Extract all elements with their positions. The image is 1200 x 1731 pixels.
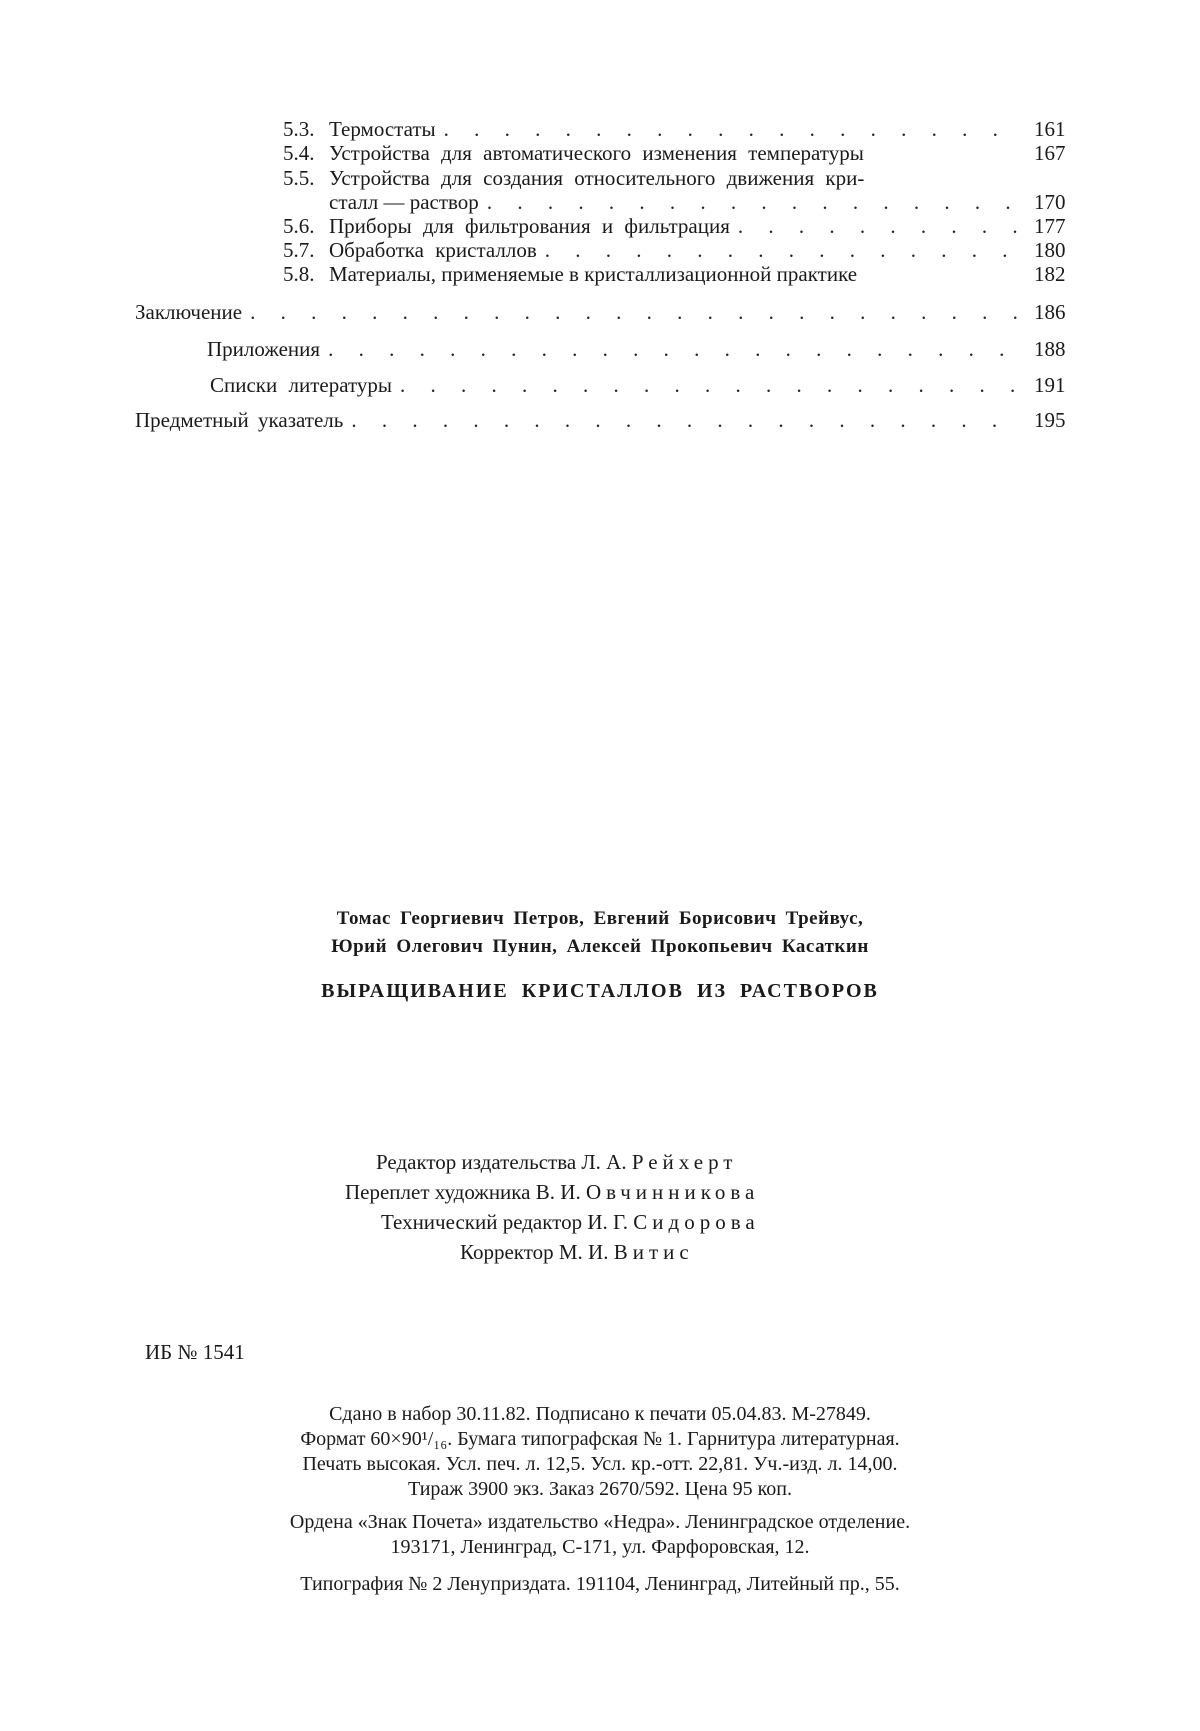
ib-number: ИБ № 1541 bbox=[145, 1340, 245, 1364]
dot-leader bbox=[351, 408, 1020, 432]
credit-editor bbox=[376, 1150, 738, 1175]
publisher-info bbox=[0, 1510, 1200, 1560]
toc-item bbox=[283, 117, 1080, 141]
credit-name: Рейхерт bbox=[631, 1150, 738, 1174]
toc-item-page: 180 bbox=[1034, 238, 1066, 262]
credit-role: Редактор издательства bbox=[376, 1150, 577, 1174]
toc-item-page: 186 bbox=[1034, 300, 1066, 324]
credit-initials: Л. А. bbox=[581, 1150, 627, 1174]
credit-role: Технический редактор bbox=[381, 1210, 583, 1234]
credit-technical-editor bbox=[381, 1210, 760, 1235]
toc-item-page: 188 bbox=[1034, 337, 1066, 361]
credit-role: Корректор bbox=[460, 1240, 554, 1264]
toc-item bbox=[283, 166, 1080, 190]
publisher-line: 193171, Ленинград, С-171, ул. Фарфоровская, 12. bbox=[390, 1536, 810, 1558]
toc-item-page: 191 bbox=[1034, 373, 1066, 397]
printer-info bbox=[0, 1572, 1200, 1597]
credit-proofreader bbox=[460, 1240, 694, 1265]
toc-item-number: 5.3. bbox=[283, 117, 315, 141]
dot-leader bbox=[487, 190, 1020, 214]
toc-references bbox=[210, 373, 1080, 397]
authors-line-1: Томас Георгиевич Петров, Евгений Борисович Трейвус, bbox=[336, 908, 864, 929]
dot-leader bbox=[328, 337, 1020, 361]
credit-initials: И. Г. bbox=[587, 1210, 629, 1234]
credit-role: Переплет художника bbox=[345, 1180, 531, 1204]
dot-leader bbox=[444, 117, 1020, 141]
toc-item-title: Приложения bbox=[207, 337, 321, 361]
toc-item-number: 5.6. bbox=[283, 214, 315, 238]
toc-item-title: Материалы, применяемые в кристаллизационной практике bbox=[329, 262, 858, 286]
toc-item bbox=[283, 141, 1080, 165]
toc-item-page: 182 bbox=[1034, 262, 1066, 286]
credit-name: Сидорова bbox=[633, 1210, 760, 1234]
toc-item-title: Устройства для автоматического изменения температуры bbox=[329, 141, 864, 165]
dot-leader bbox=[545, 238, 1020, 262]
credit-cover-artist bbox=[345, 1180, 759, 1205]
toc-index bbox=[135, 408, 1080, 432]
toc-item-title: Предметный указатель bbox=[135, 408, 344, 432]
toc-item-continuation bbox=[329, 190, 1080, 214]
toc-item-page: 167 bbox=[1034, 141, 1066, 165]
print-details bbox=[0, 1402, 1200, 1502]
toc-item-number: 5.8. bbox=[283, 262, 315, 286]
toc-item-title: сталл — раствор bbox=[329, 190, 479, 214]
toc-item-page: 170 bbox=[1034, 190, 1066, 214]
print-details-line: Печать высокая. Усл. печ. л. 12,5. Усл. кр.-отт. 22,81. Уч.-изд. л. 14,00. bbox=[302, 1453, 898, 1475]
toc-conclusion bbox=[135, 300, 1080, 324]
dot-leader bbox=[738, 214, 1020, 238]
toc-item-page: 177 bbox=[1034, 214, 1066, 238]
toc-item-number: 5.5. bbox=[283, 166, 315, 190]
toc-item-page: 195 bbox=[1034, 408, 1066, 432]
toc-item bbox=[283, 214, 1080, 238]
dot-leader bbox=[400, 373, 1020, 397]
toc-item-title: Обработка кристаллов bbox=[329, 238, 537, 262]
printer-line: Типография № 2 Ленуприздата. 191104, Ленинград, Литейный пр., 55. bbox=[300, 1573, 900, 1595]
print-details-line: Тираж 3900 экз. Заказ 2670/592. Цена 95 коп. bbox=[407, 1478, 792, 1500]
dot-leader bbox=[250, 300, 1020, 324]
toc-item-title: Термостаты bbox=[329, 117, 436, 141]
toc-item-title: Устройства для создания относительного движения кри- bbox=[329, 166, 865, 190]
toc-item-title: Приборы для фильтрования и фильтрация bbox=[329, 214, 730, 238]
book-title: ВЫРАЩИВАНИЕ КРИСТАЛЛОВ ИЗ РАСТВОРОВ bbox=[321, 980, 879, 1002]
print-details-line: Сдано в набор 30.11.82. Подписано к печати 05.04.83. М-27849. bbox=[329, 1403, 871, 1425]
credit-name: Овчинникова bbox=[585, 1180, 760, 1204]
credit-initials: М. И. bbox=[558, 1240, 609, 1264]
credit-name: Витис bbox=[613, 1240, 694, 1264]
toc-item-page: 161 bbox=[1034, 117, 1066, 141]
toc-item-title: Списки литературы bbox=[210, 373, 392, 397]
toc-item bbox=[283, 238, 1080, 262]
print-details-line: Формат 60×90¹/₁₆. Бумага типографская № 1. Гарнитура литературная. bbox=[300, 1428, 900, 1450]
authors-line-2: Юрий Олегович Пунин, Алексей Прокопьевич Касаткин bbox=[331, 936, 869, 957]
credit-initials: В. И. bbox=[535, 1180, 581, 1204]
toc-item-number: 5.4. bbox=[283, 141, 315, 165]
toc-item bbox=[283, 262, 1080, 286]
publisher-line: Ордена «Знак Почета» издательство «Недра». Ленинградское отделение. bbox=[289, 1511, 911, 1533]
toc-item-title: Заключение bbox=[135, 300, 243, 324]
toc-appendices bbox=[207, 337, 1080, 361]
toc-item-number: 5.7. bbox=[283, 238, 315, 262]
